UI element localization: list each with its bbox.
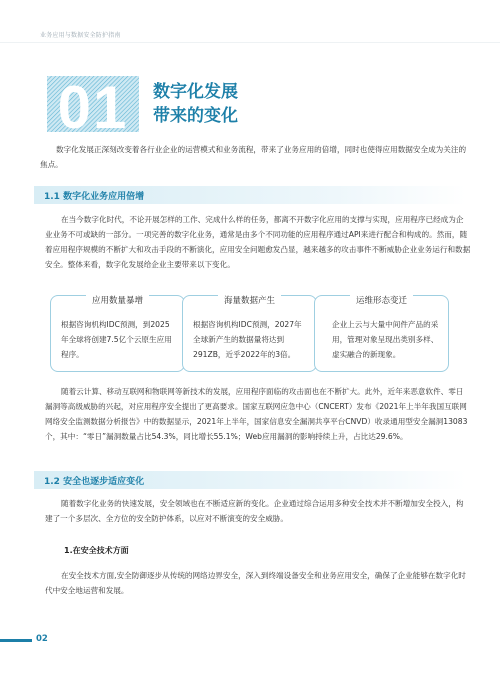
chapter-title-line1: 数字化发展 (153, 82, 238, 102)
page-number-accent (0, 639, 32, 642)
card-title: 海量数据产生 (218, 294, 281, 306)
chapter-number-graphic (47, 76, 139, 132)
card-data-volume (182, 295, 317, 372)
card-title: 运维形态变迁 (350, 294, 413, 306)
card-body: 根据咨询机构IDC预测，2027年全球新产生的数据量将达到291ZB，近乎2022年的3倍。 (193, 320, 302, 359)
running-header: 业务应用与数据安全防护指南 (40, 32, 121, 39)
section-1-paragraph: 在当今数字化时代，不论开展怎样的工作、完成什么样的任务，都离不开数字化应用的支撑与实现，应用程序已经成为企业业务不可或缺的一部分。一项完善的数字化业务，通常是由多个不同功能的应用程序通过API来进行配合和构成的。然而，随着应用程序规模的不断扩大和攻击手段的不断演化，应用安全问题愈发凸显，越来越多的攻击事件不断威胁企业业务运行和数据安全。整体来看，数字化发展给企业主要带来以下变化。 (45, 215, 471, 269)
section-1-paragraph-2: 随着云计算、移动互联网和物联网等新技术的发展，应用程序面临的攻击面也在不断扩大。此外，近年来恶意软件、零日漏洞等高级威胁的兴起，对应用程序安全提出了更高要求。国家互联网应急中心（CNCERT）发布《2021年上半年我国互联网网络安全监测数据分析报告》中的数据显示，2021年上半年，国家信息安全漏洞共享平台CNVD）收录通用型安全漏洞13083个，其中：“零日”漏洞数量占比54.3%，同比增长55.1%；Web应用漏洞的影响持续上升，占比达29.6%。 (45, 387, 468, 441)
section-1-heading-bar (34, 186, 466, 204)
card-ops-change (314, 295, 449, 372)
section-2-paragraph: 随着数字化业务的快速发展，安全领域也在不断适应新的变化。企业通过综合运用多种安全技术并不断增加安全投入，构建了一个多层次、全方位的安全防护体系，以应对不断演变的安全威胁。 (45, 499, 464, 523)
chapter-title (153, 80, 238, 128)
section-1-title: 1.1 数字化业务应用倍增 (44, 192, 145, 202)
section-2-heading-bar (34, 471, 466, 489)
subheading-security-tech: 1.在安全技术方面 (64, 546, 129, 555)
card-title: 应用数量暴增 (86, 294, 149, 306)
chapter-title-line2: 带来的变化 (153, 106, 238, 126)
intro-paragraph: 数字化发展正深刻改变着各行业企业的运营模式和业务流程，带来了业务应用的倍增，同时也使得应用数据安全成为关注的焦点。 (40, 145, 467, 169)
chapter-number: 01 (57, 76, 129, 132)
card-app-growth (50, 295, 185, 372)
card-body: 根据咨询机构IDC预测，到2025年全球将创建7.5亿个云原生应用程序。 (61, 320, 172, 359)
card-body: 企业上云与大量中间件产品的采用，管理对象呈现出类别多样、虚实融合的新现象。 (332, 320, 439, 359)
section-2-title: 1.2 安全也逐步适应变化 (44, 477, 145, 487)
page-number: 02 (36, 634, 48, 644)
header-divider (0, 42, 500, 43)
section-2-paragraph-2: 在安全技术方面,安全防御逐步从传统的网络边界安全，深入到终端设备安全和业务应用安全，确保了企业能够在数字化时代中安全地运营和发展。 (45, 571, 466, 595)
